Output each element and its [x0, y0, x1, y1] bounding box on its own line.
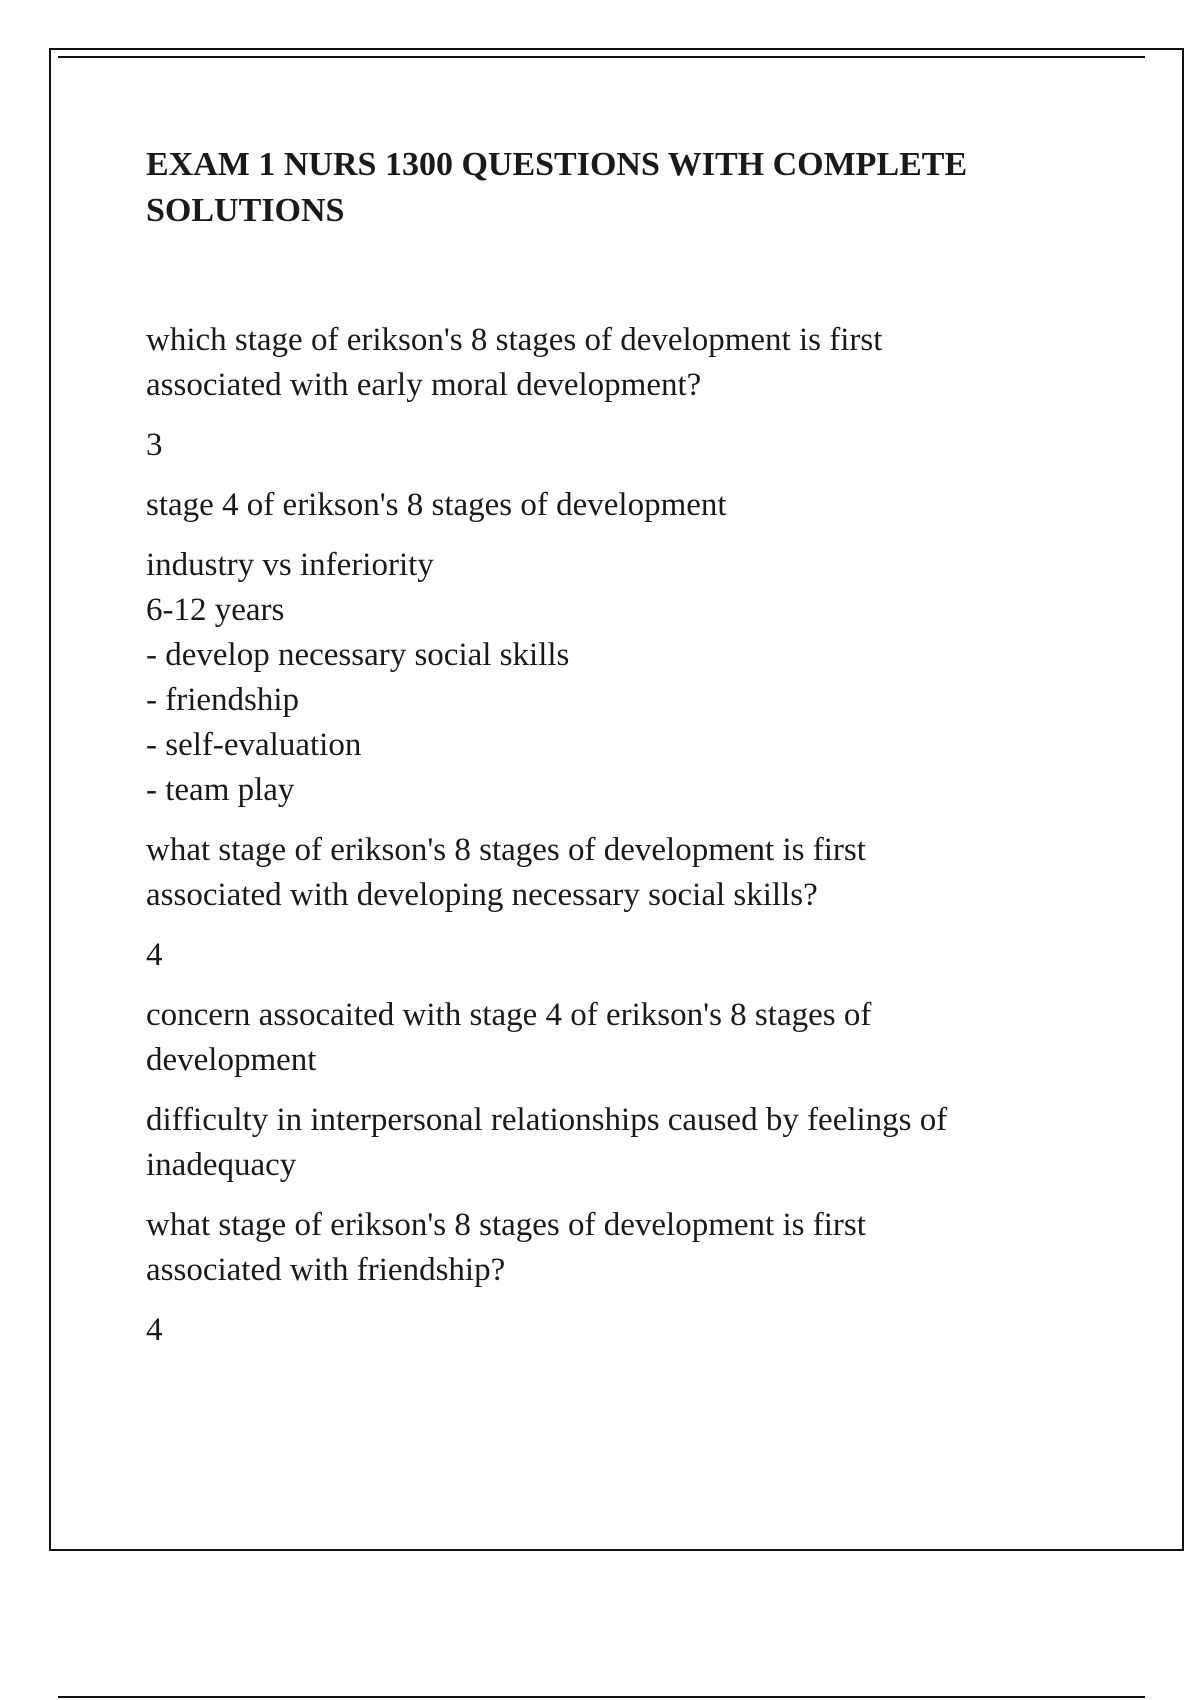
text-line: 4 — [146, 1312, 163, 1348]
text-line: 4 — [146, 937, 163, 973]
text-line: what stage of erikson's 8 stages of development is first — [146, 1207, 866, 1243]
text-line: - self-evaluation — [146, 727, 362, 763]
footer-rule — [58, 1696, 1145, 1698]
question-paragraph — [146, 1203, 1046, 1293]
answer-paragraph — [146, 543, 1046, 813]
document-body — [146, 142, 1046, 1368]
answer-paragraph — [146, 1308, 1046, 1353]
text-line: which stage of erikson's 8 stages of development is first — [146, 322, 883, 358]
text-line: associated with early moral development? — [146, 367, 702, 403]
text-line: - develop necessary social skills — [146, 637, 570, 673]
text-line: difficulty in interpersonal relationships caused by feelings of — [146, 1102, 948, 1138]
text-line: associated with friendship? — [146, 1252, 506, 1288]
answer-paragraph — [146, 1098, 1046, 1188]
header-rule — [58, 56, 1145, 58]
answer-paragraph — [146, 933, 1046, 978]
document-title-line: EXAM 1 NURS 1300 QUESTIONS WITH COMPLETE — [146, 146, 968, 183]
text-line: industry vs inferiority — [146, 547, 434, 583]
document-title-line: SOLUTIONS — [146, 192, 345, 229]
text-line: 3 — [146, 427, 163, 463]
text-line: inadequacy — [146, 1147, 297, 1183]
document-title — [146, 142, 1046, 234]
question-paragraph — [146, 318, 1046, 408]
question-paragraph — [146, 483, 1046, 528]
answer-paragraph — [146, 423, 1046, 468]
text-line: what stage of erikson's 8 stages of development is first — [146, 832, 866, 868]
question-paragraph — [146, 993, 1046, 1083]
text-line: concern assocaited with stage 4 of erikson's 8 stages of — [146, 997, 872, 1033]
text-line: associated with developing necessary social skills? — [146, 877, 818, 913]
text-line: 6-12 years — [146, 592, 285, 628]
text-line: development — [146, 1042, 317, 1078]
text-line: - friendship — [146, 682, 300, 718]
question-paragraph — [146, 828, 1046, 918]
text-line: stage 4 of erikson's 8 stages of development — [146, 487, 727, 523]
text-line: - team play — [146, 772, 295, 808]
